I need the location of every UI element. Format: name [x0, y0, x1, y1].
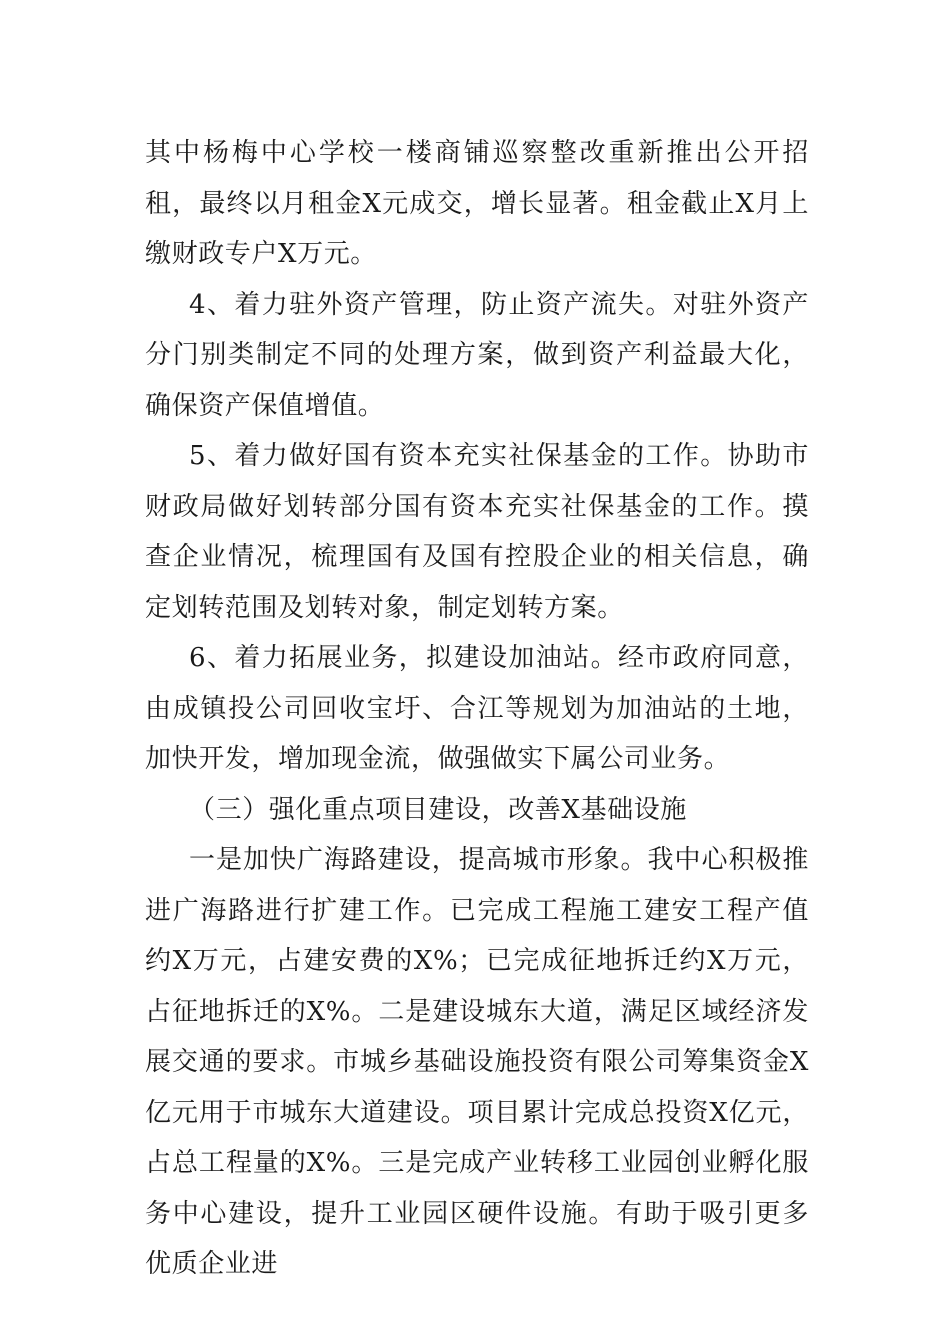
section-heading: （三）强化重点项目建设，改善X基础设施	[189, 794, 687, 825]
paragraph-rent-continuation: 其中杨梅中心学校一楼商铺巡察整改重新推出公开招租，最终以月租金X元成交，增长显著。租金截止X月上缴财政专户X万元。	[145, 138, 809, 269]
paragraph-item-5: 5、着力做好国有资本充实社保基金的工作。协助市财政局做好划转部分国有资本充实社保基金的工作。摸查企业情况，梳理国有及国有控股企业的相关信息，确定划转范围及划转对象，制定划转方案。	[145, 441, 809, 623]
paragraph-item-6: 6、着力拓展业务，拟建设加油站。经市政府同意，由成镇投公司回收宝圩、合江等规划为加油站的土地，加快开发，增加现金流，做强做实下属公司业务。	[145, 643, 809, 774]
document-body	[145, 128, 809, 1290]
paragraph-item-4: 4、着力驻外资产管理，防止资产流失。对驻外资产分门别类制定不同的处理方案，做到资产利益最大化，确保资产保值增值。	[145, 289, 809, 421]
paragraph-section-body: 一是加快广海路建设，提高城市形象。我中心积极推进广海路进行扩建工作。已完成工程施工建安工程产值约X万元，占建安费的X%；已完成征地拆迁约X万元，占征地拆迁的X%。二是建设城东大道，满足区域经济发展交通的要求。市城乡基础设施投资有限公司筹集资金X亿元用于市城东大道建设。项目累计完成总投资X亿元，占总工程量的X%。三是完成产业转移工业园创业孵化服务中心建设，提升工业园区硬件设施。有助于吸引更多优质企业进	[145, 845, 809, 1279]
